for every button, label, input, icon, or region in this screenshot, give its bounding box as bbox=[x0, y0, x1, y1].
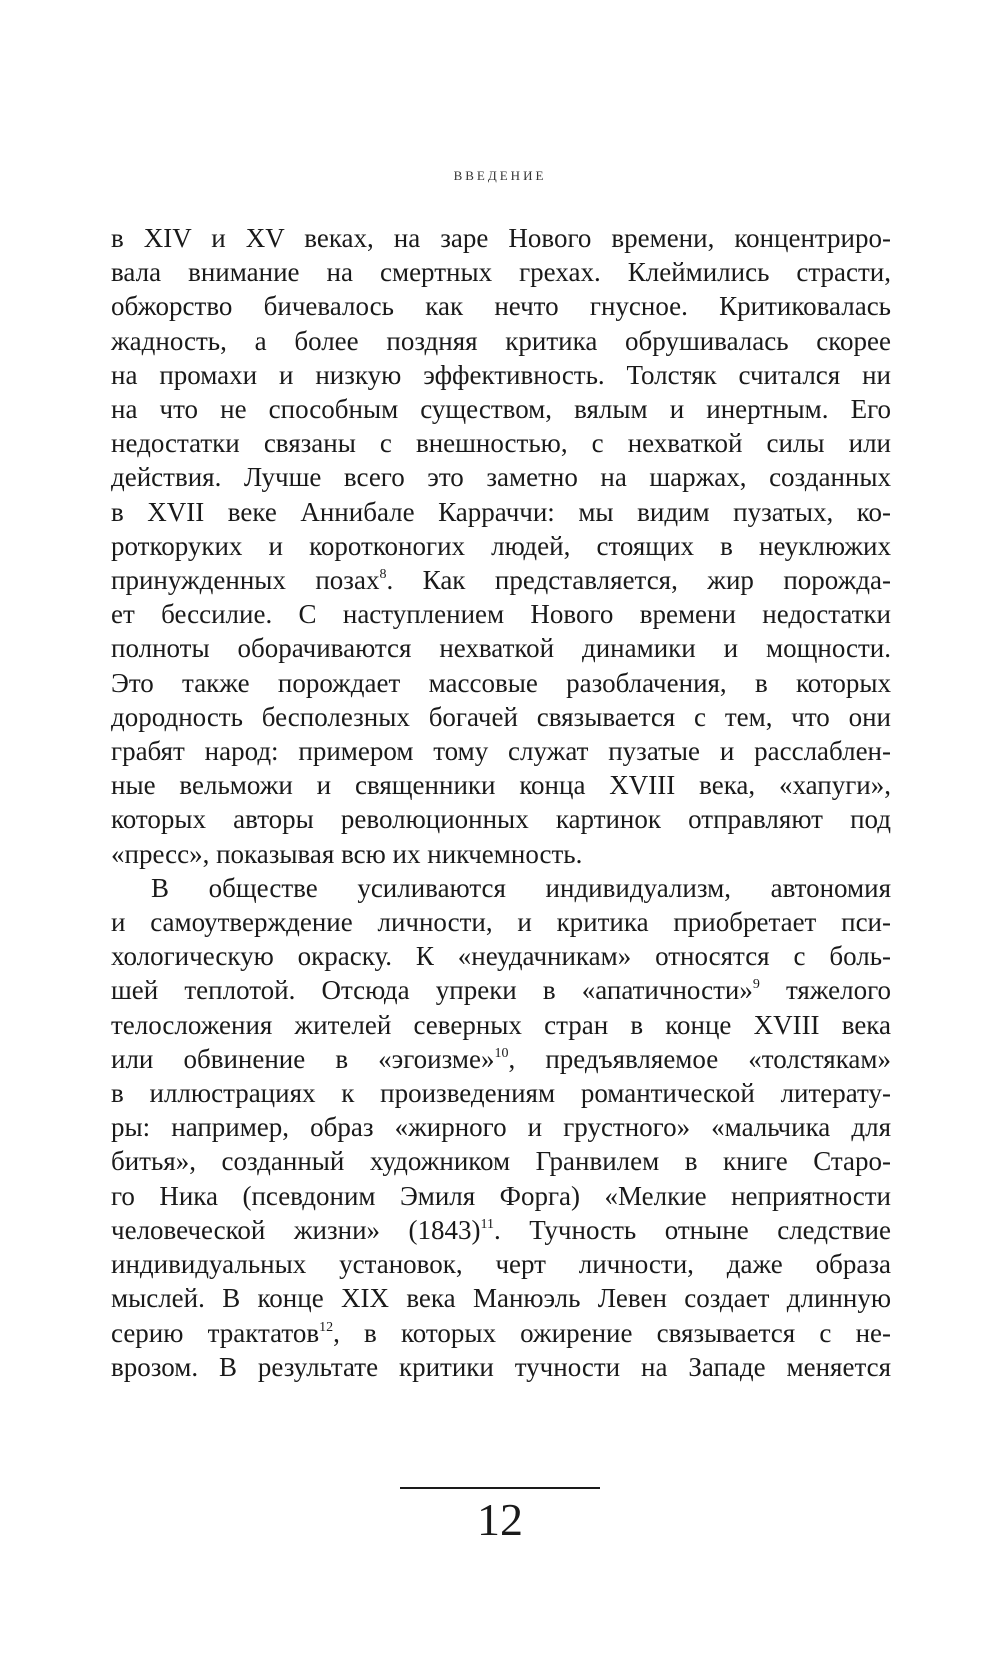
text-line bbox=[111, 1213, 891, 1247]
text-line: го Ника (псевдоним Эмиля Форга) «Мелкие неприятности bbox=[111, 1180, 891, 1211]
text-line: мыслей. В конце XIX века Манюэль Левен создает длинную bbox=[111, 1283, 891, 1314]
text-line: на промахи и низкую эффективность. Толстяк считался ни bbox=[111, 359, 891, 390]
text-line bbox=[111, 1316, 891, 1350]
line-segment: , предъявляемое «толстякам» bbox=[508, 1043, 891, 1074]
line-segment: принужденных позах bbox=[111, 565, 380, 596]
text-line: вала внимание на смертных грехах. Клеймились страсти, bbox=[111, 257, 891, 288]
text-line: В обществе усиливаются индивидуализм, автономия bbox=[151, 872, 891, 903]
text-line bbox=[111, 973, 891, 1007]
text-line: которых авторы революционных картинок отправляют под bbox=[111, 804, 891, 835]
text-line: действия. Лучше всего это заметно на шаржах, созданных bbox=[111, 462, 891, 493]
text-line: в иллюстрациях к произведениям романтической литерату- bbox=[111, 1078, 891, 1109]
line-segment: . Тучность отныне следствие bbox=[494, 1214, 891, 1245]
line-segment: человеческой жизни» (1843) bbox=[111, 1214, 481, 1245]
text-line: хологическую окраску. К «неудачникам» относятся с боль- bbox=[111, 941, 891, 972]
footer-rule bbox=[400, 1487, 600, 1489]
text-line: Это также порождает массовые разоблачения, в которых bbox=[111, 667, 891, 698]
text-line bbox=[111, 563, 891, 597]
line-segment: . Как представляется, жир порожда- bbox=[386, 565, 891, 596]
text-line: роткоруких и коротконогих людей, стоящих в неуклюжих bbox=[111, 530, 891, 561]
text-line: грабят народ: примером тому служат пузатые и расслаблен- bbox=[111, 736, 891, 767]
text-line: недостатки связаны с внешностью, с нехваткой силы или bbox=[111, 428, 891, 459]
text-line: индивидуальных установок, черт личности, даже образа bbox=[111, 1249, 891, 1280]
text-line: в XIV и XV веках, на заре Нового времени, концентриро- bbox=[111, 223, 891, 253]
text-line: жадность, а более поздняя критика обрушивалась скорее bbox=[111, 325, 891, 356]
footnote-ref-12[interactable]: 12 bbox=[319, 1319, 334, 1335]
line-segment: или обвинение в «эгоизме» bbox=[111, 1043, 495, 1074]
text-line: на что не способным существом, вялым и инертным. Его bbox=[111, 394, 891, 425]
footnote-ref-10[interactable]: 10 bbox=[494, 1045, 509, 1061]
text-line: и самоутверждение личности, и критика приобретает пси- bbox=[111, 907, 891, 938]
text-line: полноты оборачиваются нехваткой динамики и мощности. bbox=[111, 633, 891, 664]
text-line: битья», созданный художником Гранвилем в книге Старо- bbox=[111, 1146, 891, 1177]
page-number: 12 bbox=[477, 1494, 523, 1545]
body-text bbox=[111, 221, 891, 1384]
line-segment: , в которых ожирение связывается с не- bbox=[333, 1317, 891, 1348]
text-line: ры: например, образ «жирного и грустного» «мальчика для bbox=[111, 1112, 891, 1143]
footnote-ref-11[interactable]: 11 bbox=[480, 1216, 495, 1232]
footnote-ref-9[interactable]: 9 bbox=[752, 977, 760, 993]
running-head: ВВЕДЕНИЕ bbox=[453, 168, 547, 183]
line-segment: серию трактатов bbox=[111, 1317, 320, 1348]
text-line: обжорство бичевалось как нечто гнусное. Критиковалась bbox=[111, 291, 891, 322]
text-line: «пресс», показывая всю их никчемность. bbox=[111, 838, 583, 869]
text-line: ные вельможи и священники конца XVIII века, «хапуги», bbox=[111, 770, 891, 801]
text-line: ет бессилие. С наступлением Нового времени недостатки bbox=[111, 599, 891, 630]
text-line: дородность бесполезных богачей связывается с тем, что они bbox=[111, 701, 891, 732]
line-segment: шей теплотой. Отсюда упреки в «апатичности» bbox=[111, 975, 753, 1006]
text-line: врозом. В результате критики тучности на Западе меняется bbox=[111, 1351, 891, 1382]
footnote-ref-8[interactable]: 8 bbox=[379, 567, 387, 583]
text-line: в XVII веке Аннибале Карраччи: мы видим пузатых, ко- bbox=[111, 496, 891, 527]
line-segment: тяжелого bbox=[759, 975, 891, 1006]
text-line: телосложения жителей северных стран в конце XVIII века bbox=[111, 1009, 891, 1040]
text-line bbox=[111, 1042, 891, 1076]
